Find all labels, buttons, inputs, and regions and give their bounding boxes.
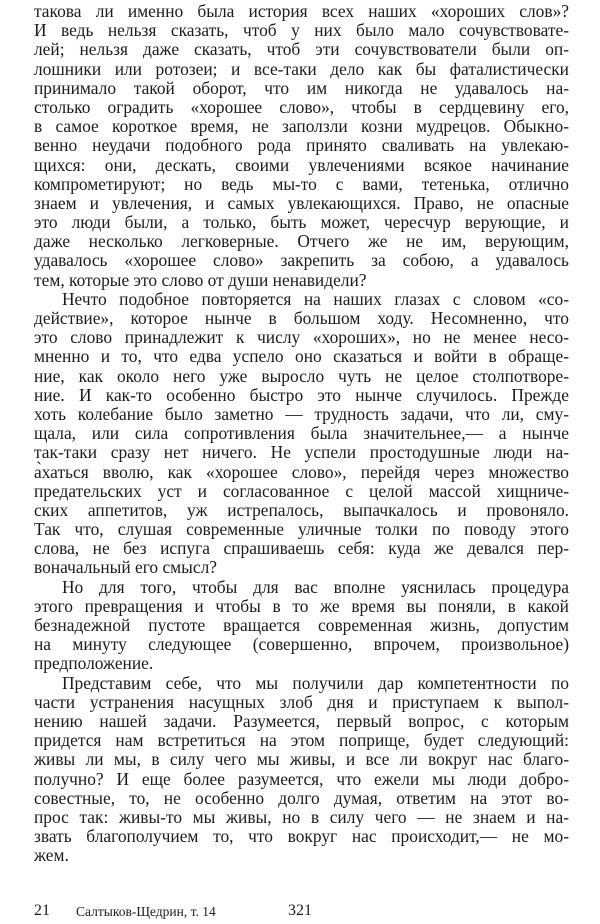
text-line: И ведь нельзя сказать, чтоб у них было мало сочувствовате- [34,20,569,41]
text-line: тем, которые это слово от души ненавидели? [34,269,367,290]
text-line: слова, не без испуга спрашиваешь себя: куда же девался пер- [34,538,569,559]
text-line: воначальный его смысл? [34,557,217,578]
text-line: предательских уст и согласованное с целой массой хищниче- [34,480,569,501]
text-line: это слово принадлежит к числу «хороших», но не менее несо- [34,327,569,348]
text-line: Но для того, чтобы для вас вполне уяснилась процедура [62,576,569,597]
text-line: а̀хаться вволю, как «хорошее слово», перейдя через множество [34,461,569,482]
text-line: Представим себе, что мы получили дар компетентности по [62,672,569,693]
text-line: прос так: живы-то мы живы, но в силу чего — не знаем и на- [34,806,569,827]
text-line: ских аппетитов, уж истрепалось, выпачкалось и провоняло. [34,499,569,520]
text-line: это люди были, а только, быть может, чересчур верующие, и [34,212,569,233]
text-line: щихся: они, дескать, своими увлечениями всякое начинание [34,154,569,175]
paragraph [34,578,569,674]
paragraph [34,2,569,290]
text-line: действие», которое нынче в большом ходу. Несомненно, что [34,308,569,328]
text-line: лошники или ротозеи; и все-таки дело как бы фаталистически [34,58,569,79]
text-line: нению нашей задачи. Разумеется, первый вопрос, с которым [34,710,569,731]
signature-mark: 21 [34,902,50,919]
text-line: получно? И еще более разумеется, что ежели мы люди добро- [34,768,569,789]
text-line: щала, или сила сопротивления была значительнее,— а нынче [34,423,569,444]
text-line: Нечто подобное повторяется на наших глазах с словом «со- [62,288,569,309]
text-line: части устранения насущных злоб дня и приступаем к выпол- [34,691,569,712]
text-line: венно неудачи подобного рода принято сваливать на увлекаю- [34,135,569,156]
text-line: на минуту следующее (совершенно, впрочем, произвольное) [34,634,569,655]
page-number: 321 [288,902,312,919]
text-line: безнадежной пустоте вращается современная жизнь, допустим [34,615,569,635]
text-line: ние, как около него уже выросло чуть не целое столпотворе- [34,365,569,386]
text-line: знаем и увлечения, и самых увлекающихся. Право, не опасные [34,192,569,213]
text-line: живы ли мы, в силу чего мы живы, и все ли вокруг нас благо- [34,749,569,770]
text-line: удавалось «хорошее слово» закрепить за собою, а удавалось [34,250,569,271]
text-line: в самое короткое время, не заползли козни мудрецов. Обыкно- [34,116,569,137]
text-line: так-таки сразу нет ничего. Не успели простодушные люди на- [34,442,569,463]
text-line: ние. И как-то особенно быстро это нынче случилось. Прежде [34,384,569,405]
text-line: лей; нельзя даже сказать, чтоб эти сочувствователи были оп- [34,39,569,60]
text-line: компрометируют; но ведь мы-то с вами, тетенька, отлично [34,173,569,194]
text-line: жем. [34,845,69,866]
page-footer [34,902,434,924]
paragraph [34,674,569,866]
text-line: предположение. [34,653,154,674]
text-line: столько оградить «хорошее слово», чтобы в сердцевину его, [34,96,569,117]
text-line: даже несколько легковерные. Отчего же не им, верующим, [34,231,569,252]
text-line: придется нам встретиться на этом поприще, будет следующий: [34,730,569,751]
text-line: звать благополучием то, что вокруг нас происходит,— не мо- [34,826,569,847]
text-line: мненно и то, что едва успело оно сказаться и войти в обраще- [34,346,569,367]
text-line: такова ли именно была история всех наших «хороших слов»? [34,1,569,21]
text-line: хоть колебание было заметно — трудность задачи, что ли, сму- [34,403,569,424]
author-volume: Салтыков-Щедрин, т. 14 [76,904,216,919]
text-line: этого превращения и чтобы в то же время вы поняли, в какой [34,595,569,616]
text-line: принимало такой оборот, что им никогда не удавалось на- [34,77,569,98]
text-line: Так что, слушая современные уличные толки по поводу этого [34,519,569,540]
text-line: совестные, то, не особенно долго думая, ответим на этот во- [34,787,569,808]
body-text [34,2,569,865]
paragraph [34,290,569,578]
